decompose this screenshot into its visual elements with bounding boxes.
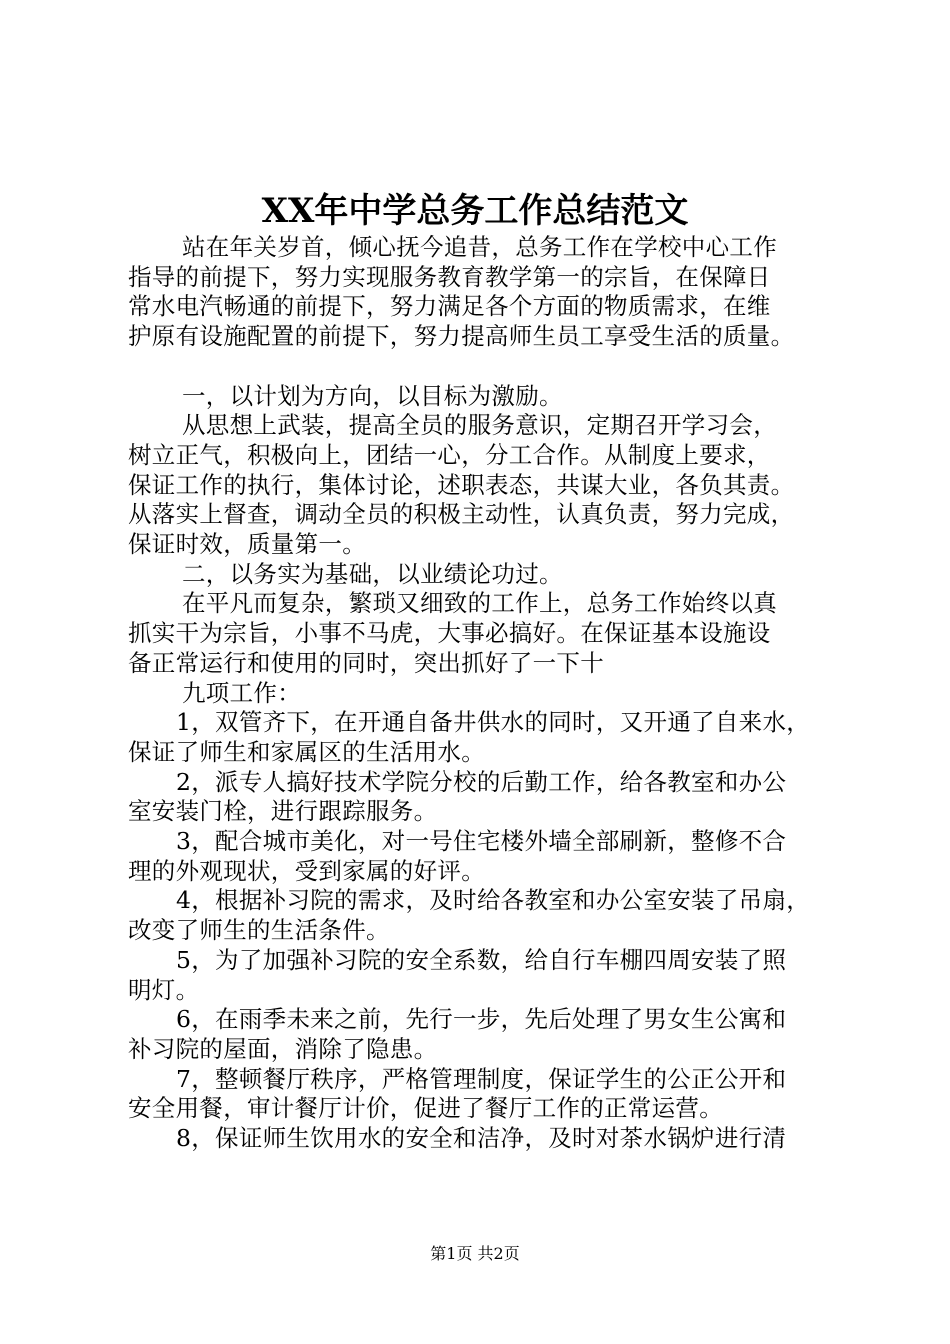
text-line: 站在年关岁首，倾心抚今追昔，总务工作在学校中心工作 xyxy=(182,233,777,261)
text-line: 理的外观现状，受到家属的好评。 xyxy=(128,856,485,885)
text-line: 树立正气，积极向上，团结一心，分工合作。从制度上要求， xyxy=(128,440,771,469)
list-item: 6，在雨季未来之前，先行一步，先后处理了男女生公寓和 xyxy=(176,1005,787,1034)
text-line: 保证时效，质量第一。 xyxy=(128,530,366,559)
text-line: 从思想上武装，提高全员的服务意识，定期召开学习会， xyxy=(182,411,777,440)
section-heading: 一，以计划为方向，以目标为激励。 xyxy=(182,381,563,410)
text-line: 九项工作： xyxy=(182,678,301,707)
document-title: XX年中学总务工作总结范文 xyxy=(261,191,689,231)
text-line: 常水电汽畅通的前提下，努力满足各个方面的物质需求，在维 xyxy=(128,292,771,321)
section-heading: 二，以务实为基础，以业绩论功过。 xyxy=(182,559,563,588)
text-line: 安全用餐，审计餐厅计价，促进了餐厅工作的正常运营。 xyxy=(128,1094,723,1123)
list-item: 2，派专人搞好技术学院分校的后勤工作，给各教室和办公 xyxy=(176,767,787,796)
list-item: 8，保证师生饮用水的安全和洁净，及时对茶水锅炉进行清 xyxy=(176,1124,787,1153)
page-footer: 第1页 共2页 xyxy=(430,1244,520,1263)
text-line: 指导的前提下，努力实现服务教育教学第一的宗旨，在保障日 xyxy=(128,262,771,291)
list-item: 4，根据补习院的需求，及时给各教室和办公室安装了吊扇， xyxy=(176,886,811,915)
text-line: 在平凡而复杂，繁琐又细致的工作上，总务工作始终以真 xyxy=(182,589,777,618)
text-line: 从落实上督查，调动全员的积极主动性，认真负责，努力完成， xyxy=(128,500,795,529)
text-line: 明灯。 xyxy=(128,975,200,1004)
text-line: 室安装门栓，进行跟踪服务。 xyxy=(128,797,438,826)
paragraph-gap xyxy=(128,352,838,382)
text-line: 补习院的屋面，消除了隐患。 xyxy=(128,1034,438,1063)
list-item: 5，为了加强补习院的安全系数，给自行车棚四周安装了照 xyxy=(176,945,787,974)
list-item: 3，配合城市美化，对一号住宅楼外墙全部刷新，整修不合 xyxy=(176,827,787,856)
text-line: 备正常运行和使用的同时，突出抓好了一下十 xyxy=(128,648,604,677)
text-line: 抓实干为宗旨，小事不马虎，大事必搞好。在保证基本设施设 xyxy=(128,619,771,648)
text-line: 改变了师生的生活条件。 xyxy=(128,916,390,945)
document-body xyxy=(128,233,838,1154)
list-item: 1，双管齐下，在开通自备井供水的同时，又开通了自来水， xyxy=(176,708,811,737)
text-line: 保证工作的执行，集体讨论，述职表态，共谋大业，各负其责。 xyxy=(128,470,795,499)
list-item: 7，整顿餐厅秩序，严格管理制度，保证学生的公正公开和 xyxy=(176,1064,787,1093)
text-line: 护原有设施配置的前提下，努力提高师生员工享受生活的质量。 xyxy=(128,322,795,351)
text-line: 保证了师生和家属区的生活用水。 xyxy=(128,737,485,766)
